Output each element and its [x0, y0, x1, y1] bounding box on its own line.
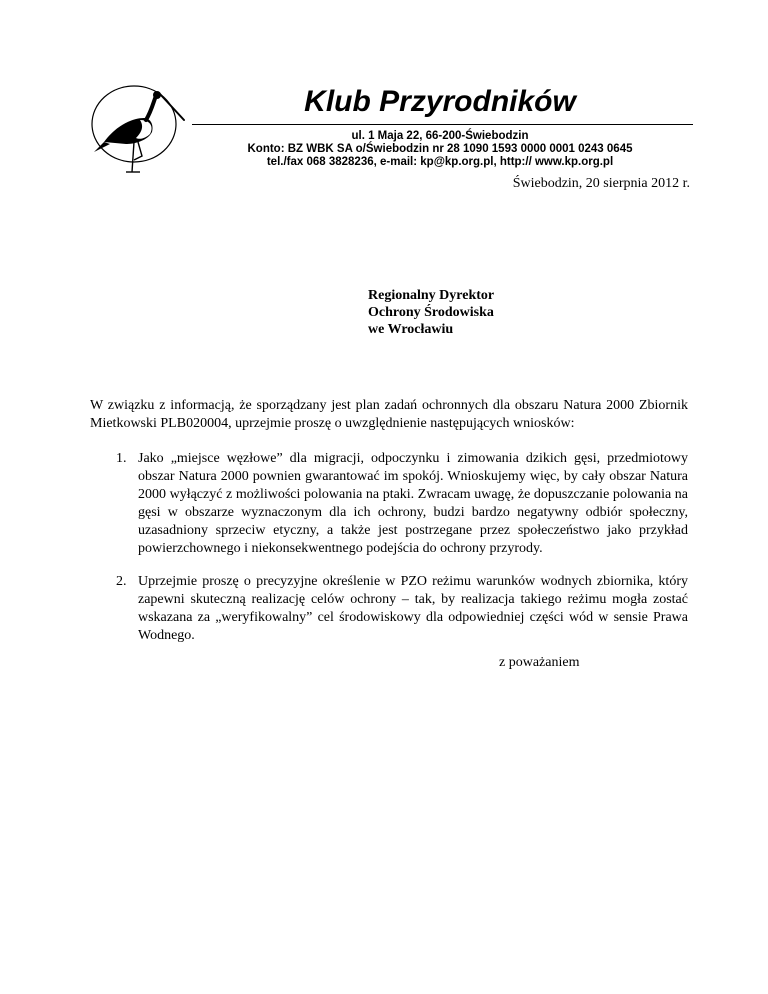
recipient-block: [368, 287, 494, 338]
header-divider: [192, 124, 693, 125]
intro-paragraph: W związku z informacją, że sporządzany jest plan zadań ochronnych dla obszaru Natura 2000 Zbiornik Mietkowski PLB020004, uprzejmie proszę o uwzględnienie następujących wniosków:: [90, 398, 688, 431]
request-item: [90, 573, 688, 645]
club-bank-account: Konto: BZ WBK SA o/Świebodzin nr 28 1090 1593 0000 0001 0243 0645: [247, 143, 633, 155]
closing-salutation: z poważaniem: [499, 655, 580, 670]
request-text: Jako „miejsce węzłowe” dla migracji, odpoczynku i zimowania dzikich gęsi, przedmiotowy obszar Natura 2000 pownien gwarantować im spokój. Wnioskujemy więc, by cały obszar Natura 2000 wyłączyć z możliwości polowania na ptaki. Zwracam uwagę, że dopuszczanie polowania na gęsi w obszarze wyznaczonym dla ich ochrony, budzi bardzo negatywny odbiór społeczny, uzasadniony sprzeciw etyczny, a także jest postrzegane przez społeczeństwo jako przykład powierzchownego i niekonsekwentnego podejścia do ochrony przyrody.: [138, 451, 688, 556]
request-text: Uprzejmie proszę o precyzyjne określenie w PZO reżimu warunków wodnych zbiornika, który zapewni skuteczną realizację celów ochrony – tak, by realizacja takiego reżimu mogła zostać wskazana za „weryfikowalny” cel środowiskowy dla odpowiedniej części wód w sensie Prawa Wodnego.: [138, 574, 688, 643]
recipient-line: Regionalny Dyrektor: [368, 288, 495, 303]
club-contact: tel./fax 068 3828236, e-mail: kp@kp.org.pl, http:// www.kp.org.pl: [266, 156, 614, 168]
club-address: ul. 1 Maja 22, 66-200-Świebodzin: [351, 130, 529, 142]
letter-date: Świebodzin, 20 sierpnia 2012 r.: [512, 176, 690, 191]
recipient-line: we Wrocławiu: [368, 322, 454, 337]
recipient-line: Ochrony Środowiska: [368, 305, 494, 320]
request-number: 1.: [116, 451, 127, 466]
club-name: Klub Przyrodników: [304, 85, 576, 118]
request-item: [90, 450, 688, 558]
request-number: 2.: [116, 574, 127, 589]
stork-logo-icon: [86, 80, 196, 182]
